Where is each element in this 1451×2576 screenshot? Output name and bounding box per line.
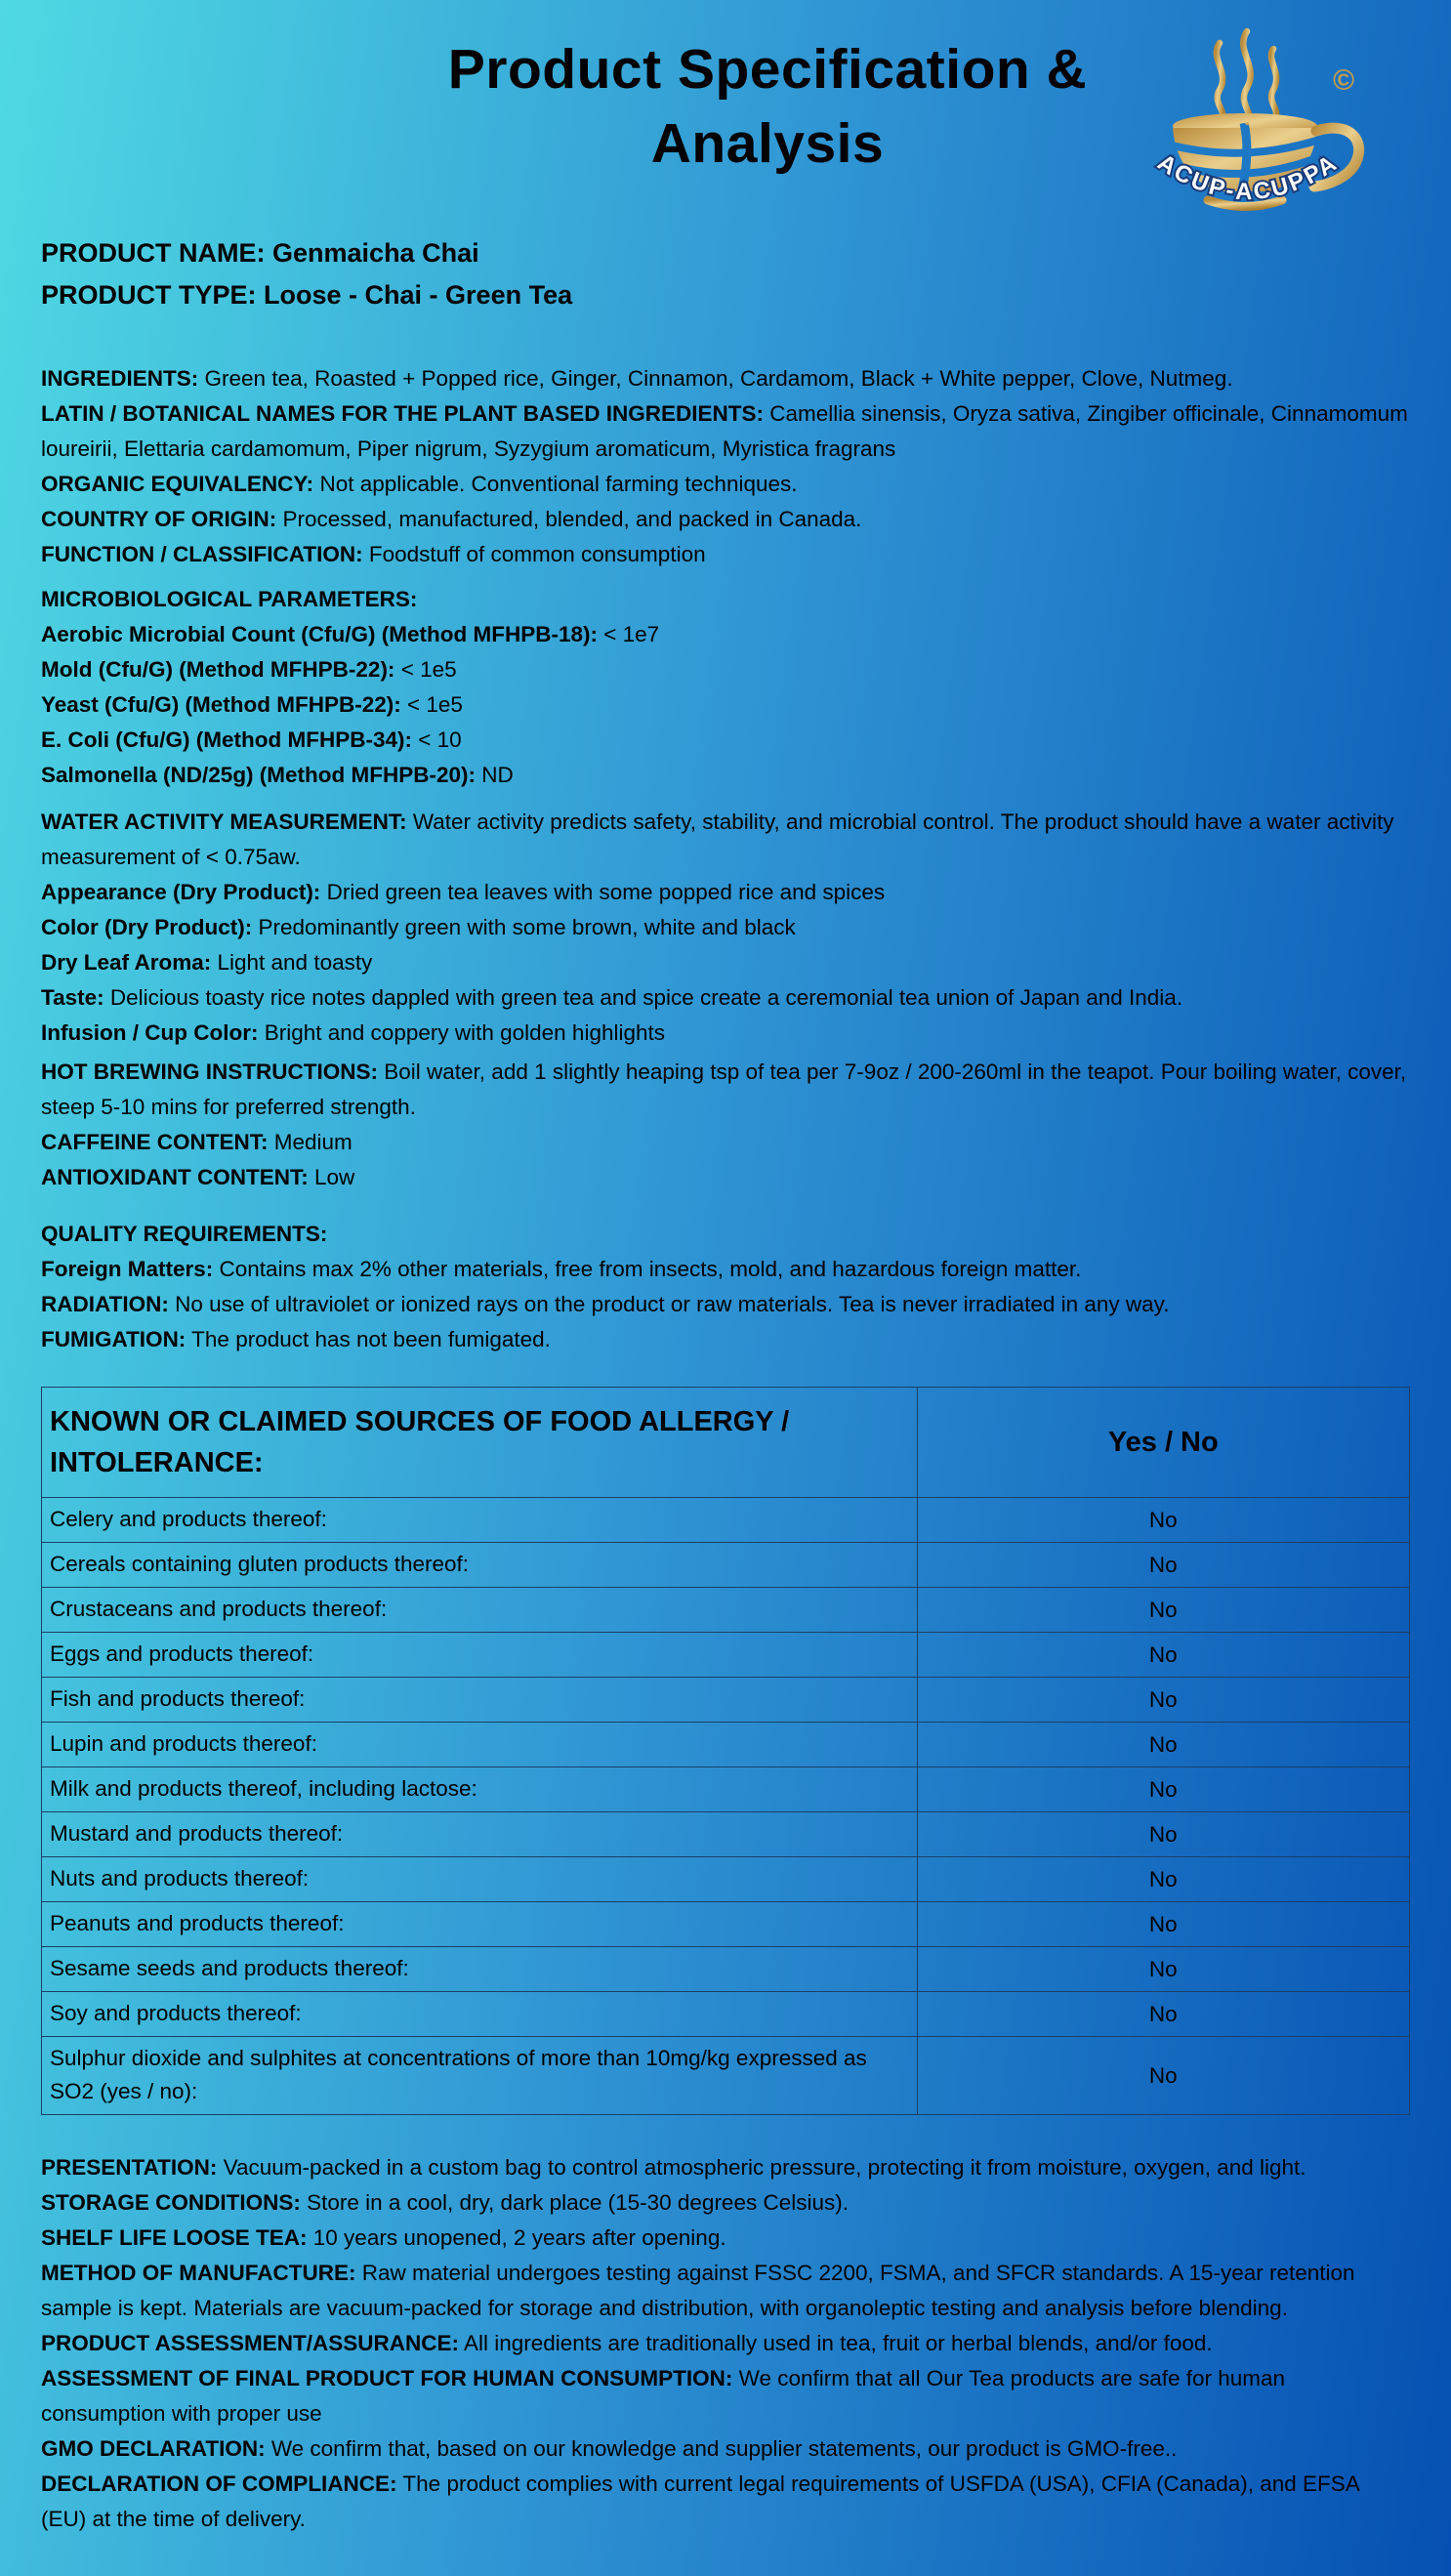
spec-label: ORGANIC EQUIVALENCY: [41,472,314,496]
allergen-name: Cereals containing gluten products thereof: [42,1543,918,1588]
spec-value: Processed, manufactured, blended, and packed in Canada. [282,507,862,531]
spec-label: FUNCTION / CLASSIFICATION: [41,542,363,566]
allergen-answer: No [917,1723,1409,1767]
spec-label: RADIATION: [41,1292,169,1316]
allergen-row [42,1812,1410,1857]
allergen-header-label: KNOWN OR CLAIMED SOURCES OF FOOD ALLERGY / INTOLERANCE: [42,1388,918,1498]
spec-value: Medium [273,1130,352,1154]
coffee-cup-logo-icon [1123,27,1373,223]
spec-label: Taste: [41,985,104,1010]
spec-value: Light and toasty [217,950,373,975]
spec-line [41,1252,1410,1287]
page-title-line-2: Analysis [650,111,885,175]
spec-line [41,1287,1410,1322]
allergen-name: Crustaceans and products thereof: [42,1588,918,1633]
spec-label: INGREDIENTS: [41,366,199,391]
allergen-name: Nuts and products thereof: [42,1857,918,1902]
page-title-line-1: Product Specification & [447,38,1088,101]
allergen-answer: No [917,1588,1409,1633]
spec-line [41,396,1410,467]
spec-label: PRESENTATION: [41,2155,218,2180]
spec-value: Foodstuff of common consumption [368,542,706,566]
allergen-answer: No [917,1543,1409,1588]
spec-value: Camellia sinensis, Oryza sativa, Zingiber officinale, Cinnamomum loureirii, Elettaria cardamomum, Piper nigrum, Syzygium aromaticum, Myristica fragrans [41,401,1408,461]
spec-label: Foreign Matters: [41,1257,214,1281]
spec-value: All ingredients are traditionally used in tea, fruit or herbal blends, and/or food. [463,2331,1213,2355]
spec-value: No use of ultraviolet or ionized rays on the product or raw materials. Tea is never irradiated in any way. [175,1292,1170,1316]
brand-logo [1123,27,1373,223]
allergen-row [42,1767,1410,1812]
spec-value: < 1e7 [603,622,660,646]
allergen-table-body [42,1498,1410,2115]
spec-line [41,910,1410,945]
allergen-row [42,1678,1410,1723]
allergen-row [42,1992,1410,2037]
allergen-row [42,1902,1410,1947]
allergen-table [41,1387,1410,2115]
steam-icon [1217,31,1276,122]
spec-value: We confirm that, based on our knowledge and supplier statements, our product is GMO-free.. [270,2436,1178,2461]
spec-line [41,537,1410,572]
product-attribute-value: Loose - Chai - Green Tea [264,280,573,310]
spec-line [41,723,1410,758]
spec-line [41,2256,1410,2326]
allergen-row [42,1633,1410,1678]
spec-line [41,617,1410,652]
allergen-row [42,1723,1410,1767]
allergen-table-head [42,1388,1410,1498]
spec-label: Mold (Cfu/G) (Method MFHPB-22): [41,657,395,682]
allergen-name: Eggs and products thereof: [42,1633,918,1678]
spec-value: Store in a cool, dry, dark place (15-30 degrees Celsius). [307,2190,849,2215]
declarations-section [41,2150,1410,2537]
spec-line [41,502,1410,537]
quality-section [41,1217,1410,1357]
spec-label: HOT BREWING INSTRUCTIONS: [41,1059,378,1084]
spec-label: Aerobic Microbial Count (Cfu/G) (Method MFHPB-18): [41,622,598,646]
spec-value: Vacuum-packed in a custom bag to control atmospheric pressure, protecting it from moisture, oxygen, and light. [223,2155,1306,2180]
allergen-answer: No [917,1678,1409,1723]
spec-value: The product complies with current legal requirements of USFDA (USA), CFIA (Canada), and EFSA (EU) at the time of delivery. [41,2472,1359,2531]
spec-label: PRODUCT ASSESSMENT/ASSURANCE: [41,2331,459,2355]
allergen-name: Peanuts and products thereof: [42,1902,918,1947]
spec-line [41,805,1410,875]
allergen-answer: No [917,1947,1409,1992]
spec-label: Yeast (Cfu/G) (Method MFHPB-22): [41,692,401,717]
quality-items [41,1252,1410,1357]
spec-label: ASSESSMENT OF FINAL PRODUCT FOR HUMAN CONSUMPTION: [41,2366,733,2390]
spec-value: We confirm that all Our Tea products are safe for human consumption with proper use [41,2366,1286,2426]
spec-label: E. Coli (Cfu/G) (Method MFHPB-34): [41,727,412,752]
allergen-header-yesno: Yes / No [917,1388,1409,1498]
spec-value: Low [314,1165,355,1189]
allergen-answer: No [917,1767,1409,1812]
spec-label: COUNTRY OF ORIGIN: [41,507,277,531]
spec-label: Salmonella (ND/25g) (Method MFHPB-20): [41,763,477,787]
spec-line [41,2150,1410,2185]
spec-line [41,361,1410,396]
spec-line [41,2467,1410,2537]
copyright-icon: © [1333,64,1355,97]
spec-line [41,2361,1410,2431]
allergen-row [42,1588,1410,1633]
spec-value: Dried green tea leaves with some popped rice and spices [326,880,886,904]
spec-label: SHELF LIFE LOOSE TEA: [41,2225,308,2250]
allergen-answer: No [917,2037,1409,2115]
spec-label: ANTIOXIDANT CONTENT: [41,1165,309,1189]
spec-value: Delicious toasty rice notes dappled with green tea and spice create a ceremonial tea union of Japan and India. [109,985,1183,1010]
spec-line [41,945,1410,980]
microbiology-section [41,582,1410,793]
spec-label: CAFFEINE CONTENT: [41,1130,269,1154]
product-attribute-label: PRODUCT TYPE: [41,280,257,310]
allergen-answer: No [917,1902,1409,1947]
quality-heading: QUALITY REQUIREMENTS: [41,1222,328,1246]
spec-line [41,758,1410,793]
spec-value: Boil water, add 1 slightly heaping tsp of tea per 7-9oz / 200-260ml in the teapot. Pour boiling water, cover, steep 5-10 mins for preferred strength. [41,1059,1407,1119]
logo-wordmark-text: ACUP-ACUPPA [1152,148,1344,206]
spec-value: The product has not been fumigated. [191,1327,551,1351]
spec-label: Infusion / Cup Color: [41,1020,259,1045]
spec-value: ND [481,763,514,787]
spec-value: < 1e5 [407,692,463,717]
spec-label: STORAGE CONDITIONS: [41,2190,301,2215]
spec-label: Appearance (Dry Product): [41,880,321,904]
allergen-row [42,1857,1410,1902]
spec-label: GMO DECLARATION: [41,2436,266,2461]
overview-section [41,361,1410,572]
spec-value: Contains max 2% other materials, free from insects, mold, and hazardous foreign matter. [219,1257,1082,1281]
allergen-name: Sesame seeds and products thereof: [42,1947,918,1992]
allergen-name: Fish and products thereof: [42,1678,918,1723]
product-attribute-line [41,274,1410,316]
document-header [41,33,1410,215]
spec-line [41,652,1410,687]
allergen-row [42,2037,1410,2115]
spec-value: Predominantly green with some brown, white and black [258,915,796,939]
spec-label: LATIN / BOTANICAL NAMES FOR THE PLANT BASED INGREDIENTS: [41,401,764,426]
product-attribute-value: Genmaicha Chai [272,238,479,268]
spec-line [41,687,1410,723]
spec-label: FUMIGATION: [41,1327,187,1351]
spec-line [41,980,1410,1016]
sensory-section [41,805,1410,1051]
microbiology-items [41,617,1410,793]
spec-value: Water activity predicts safety, stability, and microbial control. The product should have a water activity measurement of < 0.75aw. [41,810,1394,869]
allergen-row [42,1498,1410,1543]
spec-value: Not applicable. Conventional farming techniques. [319,472,798,496]
allergen-answer: No [917,1857,1409,1902]
spec-label: DECLARATION OF COMPLIANCE: [41,2472,397,2496]
microbiology-heading: MICROBIOLOGICAL PARAMETERS: [41,587,418,611]
spec-line [41,1125,1410,1160]
allergen-header-row [42,1388,1410,1498]
spec-value: 10 years unopened, 2 years after opening. [312,2225,726,2250]
allergen-row [42,1947,1410,1992]
allergen-answer: No [917,1633,1409,1678]
spec-value: Raw material undergoes testing against FSSC 2200, FSMA, and SFCR standards. A 15-year retention sample is kept. Materials are vacuum-packed for storage and distribution, with organoleptic testing and analysis before blending. [41,2261,1355,2320]
allergen-name: Milk and products thereof, including lactose: [42,1767,918,1812]
spec-line [41,1160,1410,1195]
spec-line [41,467,1410,502]
spec-line [41,2326,1410,2361]
spec-line [41,2431,1410,2467]
allergen-name: Mustard and products thereof: [42,1812,918,1857]
spec-value: < 10 [418,727,462,752]
product-attribute-line [41,232,1410,274]
spec-label: Color (Dry Product): [41,915,253,939]
spec-value: < 1e5 [400,657,457,682]
spec-label: WATER ACTIVITY MEASUREMENT: [41,810,407,834]
spec-line [41,1322,1410,1357]
spec-value: Bright and coppery with golden highlights [264,1020,665,1045]
spec-label: METHOD OF MANUFACTURE: [41,2261,356,2285]
spec-label: Dry Leaf Aroma: [41,950,212,975]
allergen-answer: No [917,1992,1409,2037]
allergen-row [42,1543,1410,1588]
allergen-answer: No [917,1498,1409,1543]
allergen-name: Soy and products thereof: [42,1992,918,2037]
allergen-name: Lupin and products thereof: [42,1723,918,1767]
spec-line [41,2221,1410,2256]
brewing-section [41,1055,1410,1195]
spec-line [41,1016,1410,1051]
spec-line [41,2185,1410,2221]
spec-line [41,875,1410,910]
spec-line [41,1055,1410,1125]
product-identity-section [41,232,1410,316]
product-attribute-label: PRODUCT NAME: [41,238,266,268]
spec-value: Green tea, Roasted + Popped rice, Ginger, Cinnamon, Cardamom, Black + White pepper, Clove, Nutmeg. [204,366,1233,391]
allergen-name: Celery and products thereof: [42,1498,918,1543]
allergen-name: Sulphur dioxide and sulphites at concentrations of more than 10mg/kg expressed as SO2 (yes / no): [42,2037,918,2115]
allergen-answer: No [917,1812,1409,1857]
